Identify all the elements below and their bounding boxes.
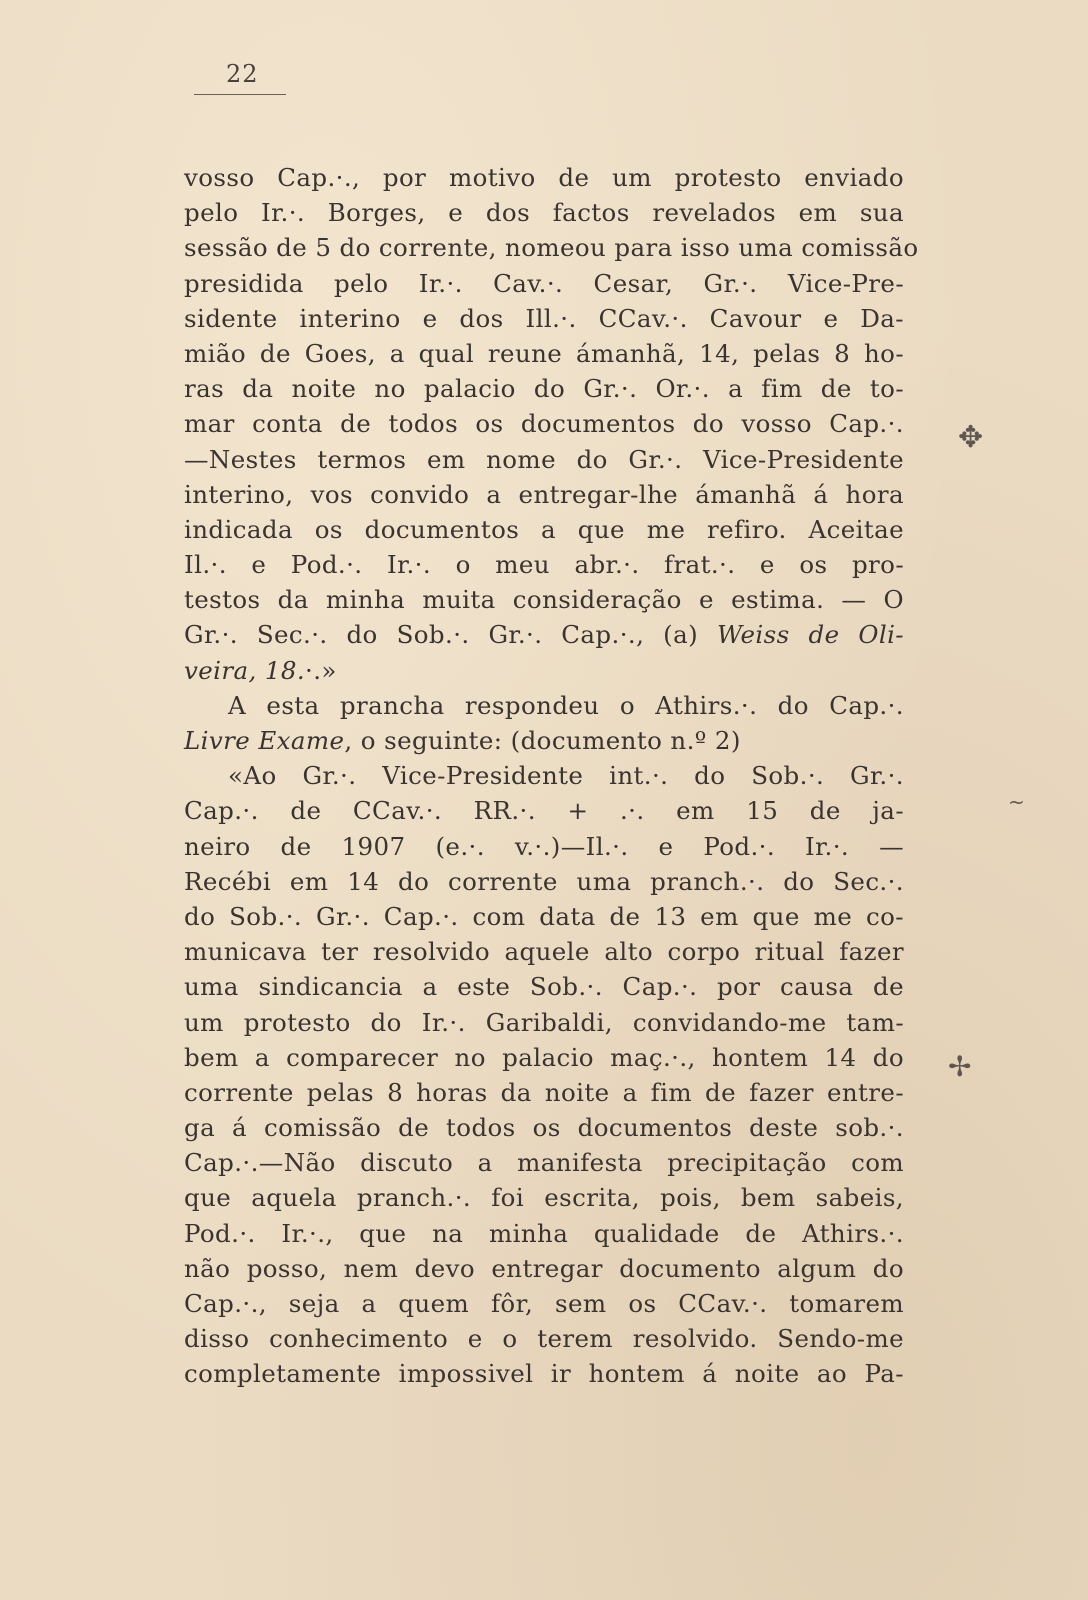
- text-line-content: «Ao Gr.·. Vice-Presidente int.·. do Sob.·. Gr.·.: [228, 761, 904, 791]
- text-line-content: ras da noite no palacio do Gr.·. Or.·. a fim de to-: [184, 374, 904, 404]
- text-line-content: A esta prancha respondeu o Athirs.·. do Cap.·.: [228, 690, 904, 720]
- text-line-content: Gr.·. Sec.·. do Sob.·. Gr.·. Cap.·., (a): [184, 620, 717, 650]
- text-line: [184, 547, 904, 582]
- text-line-content: ga á comissão de todos os documentos deste sob.·.: [184, 1113, 904, 1143]
- text-line: [184, 1040, 904, 1075]
- text-line-content: um protesto do Ir.·. Garibaldi, convidando-me tam-: [184, 1007, 904, 1037]
- text-line-content: interino, vos convido a entregar-lhe ámanhã á hora: [184, 479, 904, 509]
- pen-stroke-mark-icon: ~: [1008, 790, 1025, 814]
- text-line-content: testos da minha muita consideração e estima. — O: [184, 585, 904, 615]
- text-line-content: neiro de 1907 (e.·. v.·.)—Il.·. e Pod.·. Ir.·. —: [184, 831, 904, 861]
- text-line: [184, 1216, 904, 1251]
- text-line: [184, 758, 904, 793]
- text-line: [184, 301, 904, 336]
- text-line-content: bem a comparecer no palacio maç.·., hontem 14 do: [184, 1042, 904, 1072]
- text-line: [184, 864, 904, 899]
- text-line-content: do Sob.·. Gr.·. Cap.·. com data de 13 em que me co-: [184, 901, 904, 931]
- text-line-content: , o seguinte: (documento n.º 2): [344, 726, 741, 755]
- text-line-content: mião de Goes, a qual reune ámanhã, 14, pelas 8 ho-: [184, 338, 904, 368]
- page-number-rule: [194, 94, 286, 95]
- text-line: [184, 934, 904, 969]
- text-line-content: indicada os documentos a que me refiro. Aceitae: [184, 514, 904, 544]
- body-text: [184, 160, 919, 1392]
- text-line: [184, 969, 904, 1004]
- text-line: [184, 336, 904, 371]
- text-line-content: Cap.·., seja a quem fôr, sem os CCav.·. tomarem: [184, 1289, 904, 1318]
- text-line-content: sessão de 5 do corrente, nomeou para isso uma comissão: [184, 233, 919, 263]
- text-line-content: Cap.·. de CCav.·. RR.·. + .·. em 15 de ja-: [184, 796, 904, 826]
- text-line: [184, 1005, 904, 1040]
- text-line: [184, 1321, 904, 1356]
- text-line: [184, 442, 904, 477]
- text-line-content: municava ter resolvido aquele alto corpo ritual fazer: [184, 937, 904, 967]
- text-line: [184, 266, 904, 301]
- text-line: [184, 582, 904, 617]
- text-line-content: Cap.·.—Não discuto a manifesta precipitação com: [184, 1148, 904, 1178]
- text-line: [184, 1286, 904, 1321]
- text-line: [184, 1180, 904, 1215]
- text-line: [184, 829, 904, 864]
- text-line-content: Pod.·. Ir.·., que na minha qualidade de Athirs.·.: [184, 1218, 904, 1248]
- text-line: [184, 1110, 904, 1145]
- masonic-compass-mark-icon: ✥: [958, 420, 984, 455]
- text-line: [184, 793, 904, 828]
- text-line-content: disso conhecimento e o terem resolvido. Sendo-me: [184, 1324, 904, 1354]
- italic-text: Livre Exame: [184, 726, 345, 755]
- text-line-content: uma sindicancia a este Sob.·. Cap.·. por causa de: [184, 972, 904, 1002]
- text-line: [184, 230, 919, 265]
- text-line: [184, 653, 904, 688]
- text-line: [184, 195, 904, 230]
- text-line: [184, 899, 904, 934]
- text-line: [184, 1145, 904, 1180]
- text-line-content: vosso Cap.·., por motivo de um protesto enviado: [184, 163, 904, 192]
- text-line: [184, 723, 904, 758]
- text-line-content: sidente interino e dos Ill.·. CCav.·. Cavour e Da-: [184, 303, 904, 333]
- text-line: [184, 477, 904, 512]
- text-line: [184, 1075, 904, 1110]
- text-line-content: ·.»: [305, 655, 337, 685]
- text-line: [184, 617, 904, 652]
- text-line: [184, 512, 904, 547]
- text-line-content: pelo Ir.·. Borges, e dos factos revelados em sua: [184, 198, 904, 228]
- page-number: 22: [226, 60, 259, 88]
- text-line: [184, 688, 904, 723]
- text-line-content: que aquela pranch.·. foi escrita, pois, bem sabeis,: [184, 1183, 904, 1213]
- italic-text: Weiss de Oli-: [716, 620, 904, 650]
- text-line: [184, 160, 904, 195]
- text-line-content: presidida pelo Ir.·. Cav.·. Cesar, Gr.·. Vice-Pre-: [184, 268, 904, 298]
- masonic-square-mark-icon: ✢: [948, 1050, 972, 1083]
- text-line-content: Il.·. e Pod.·. Ir.·. o meu abr.·. frat.·. e os pro-: [184, 550, 904, 580]
- text-line: [184, 1251, 904, 1286]
- italic-text: veira, 18.: [184, 655, 306, 685]
- text-line: [184, 371, 904, 406]
- text-line-content: completamente impossivel ir hontem á noite ao Pa-: [184, 1359, 904, 1389]
- text-line-content: Recébi em 14 do corrente uma pranch.·. do Sec.·.: [184, 866, 904, 896]
- text-line-content: —Nestes termos em nome do Gr.·. Vice-Presidente: [184, 444, 904, 474]
- text-line-content: mar conta de todos os documentos do vosso Cap.·.: [184, 409, 904, 439]
- text-line-content: não posso, nem devo entregar documento algum do: [184, 1253, 904, 1283]
- text-line: [184, 406, 904, 441]
- text-line-content: corrente pelas 8 horas da noite a fim de fazer entre-: [184, 1077, 904, 1107]
- text-line: [184, 1356, 904, 1391]
